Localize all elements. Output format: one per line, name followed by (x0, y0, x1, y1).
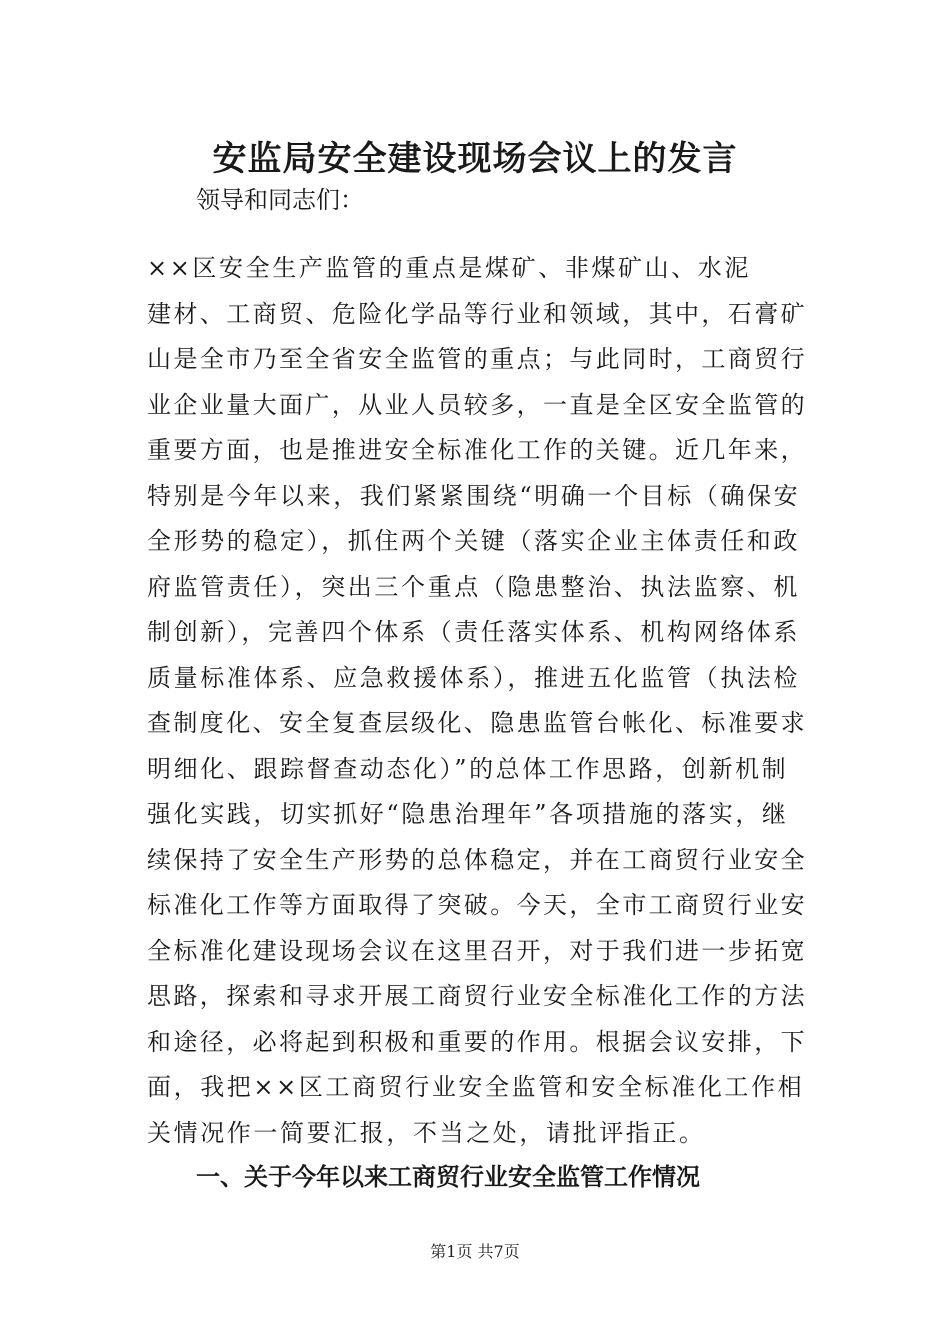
body-line: 关情况作一简要汇报，不当之处，请批评指正。 (147, 1118, 706, 1147)
body-line: 强化实践，切实抓好“隐患治理年”各项措施的落实，继 (147, 800, 789, 828)
body-line: 面，我把××区工商贸行业安全监管和安全标准化工作相 (147, 1073, 805, 1101)
section-heading: 一、关于今年以来工商贸行业安全监管工作情况 (196, 1163, 700, 1191)
body-line: 查制度化、安全复查层级化、隐患监管台帐化、标准要求 (147, 709, 807, 737)
body-paragraph (147, 246, 807, 1156)
body-line: 全标准化建设现场会议在这里召开，对于我们进一步拓宽 (147, 936, 807, 965)
body-line: 全形势的稳定），抓住两个关键（落实企业主体责任和政 (147, 527, 800, 555)
page-footer: 第1页 共7页 (430, 1242, 520, 1261)
body-line: 和途径，必将起到积极和重要的作用。根据会议安排，下 (147, 1027, 807, 1056)
body-line: 质量标准体系、应急救援体系），推进五化监管（执法检 (147, 663, 800, 692)
body-line: 制创新），完善四个体系（责任落实体系、机构网络体系 (147, 618, 800, 646)
salutation: 领导和同志们： (196, 186, 364, 214)
body-line: 建材、工商贸、危险化学品等行业和领域，其中，石膏矿 (147, 299, 807, 328)
body-line: 业企业量大面广，从业人员较多，一直是全区安全监管的 (147, 390, 807, 419)
body-line: 明细化、跟踪督查动态化）”的总体工作思路，创新机制 (147, 754, 789, 783)
body-line: 山是全市乃至全省安全监管的重点；与此同时，工商贸行 (147, 345, 807, 373)
body-line: ××区安全生产监管的重点是煤矿、非煤矿山、水泥 (147, 254, 752, 282)
body-line: 续保持了安全生产形势的总体稳定，并在工商贸行业安全 (147, 845, 807, 874)
body-line: 重要方面，也是推进安全标准化工作的关键。近几年来， (147, 436, 807, 464)
body-line: 特别是今年以来，我们紧紧围绕“明确一个目标（确保安 (147, 481, 801, 510)
document-title: 安监局安全建设现场会议上的发言 (212, 139, 738, 179)
body-line: 标准化工作等方面取得了突破。今天，全市工商贸行业安 (147, 891, 807, 919)
body-line: 思路，探索和寻求开展工商贸行业安全标准化工作的方法 (147, 982, 807, 1010)
body-line: 府监管责任），突出三个重点（隐患整治、执法监察、机 (147, 572, 800, 601)
